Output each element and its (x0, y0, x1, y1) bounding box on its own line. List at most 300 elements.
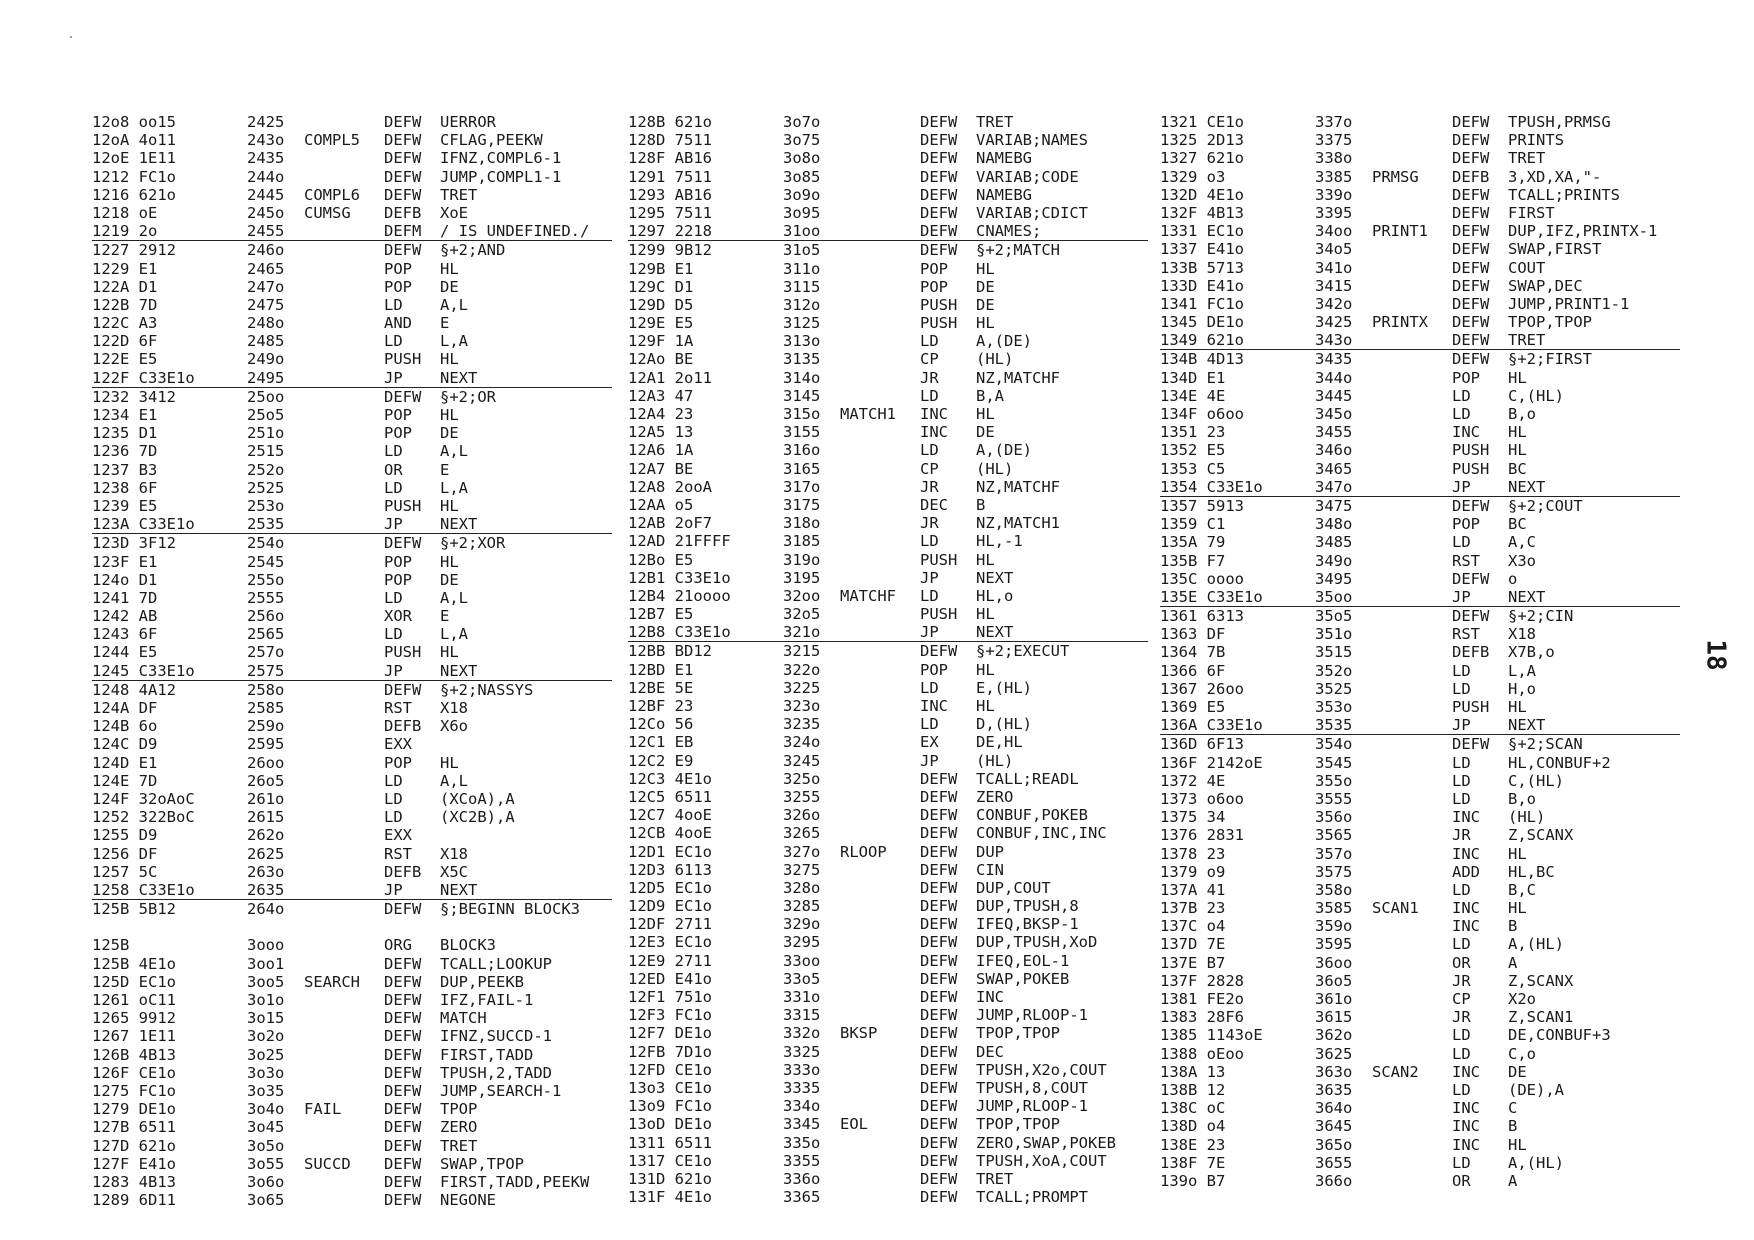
opcode: DEFW (1452, 331, 1490, 350)
opcode: ADD (1452, 862, 1480, 881)
operand: HL (976, 605, 995, 624)
operand: B,C (1508, 880, 1536, 899)
operand: VARIAB;CODE (976, 167, 1079, 186)
line-number: 2575 (247, 661, 285, 680)
line-number: 33oo (783, 951, 821, 970)
listing-row (628, 131, 1148, 149)
opcode: RST (384, 844, 412, 863)
listing-row (1160, 186, 1680, 204)
listing-row (1160, 881, 1680, 899)
address: 1351 23 (1160, 423, 1226, 442)
operand: Z,SCANX (1508, 826, 1574, 845)
address: 12A4 23 (628, 405, 694, 423)
line-number: 3415 (1315, 276, 1353, 295)
opcode: EXX (384, 735, 412, 754)
operand: §+2;NASSYS (440, 680, 534, 699)
listing-row (92, 186, 612, 204)
operand: JUMP,PRINT1-1 (1508, 294, 1630, 313)
line-number: 263o (247, 862, 285, 881)
listing-row (628, 478, 1148, 496)
address: 125B (92, 936, 130, 955)
opcode: LD (1452, 1153, 1471, 1172)
listing-row (1160, 277, 1680, 295)
line-number: 3325 (783, 1042, 821, 1061)
opcode: DEFW (920, 769, 958, 788)
listing-row (628, 733, 1148, 751)
address: 135E C33E1o (1160, 587, 1263, 606)
operand: DUP,COUT (976, 878, 1051, 897)
opcode: DEFW (920, 1042, 958, 1061)
address: 1375 34 (1160, 808, 1226, 827)
opcode: DEFW (384, 1100, 422, 1119)
address: 1218 oE (92, 203, 158, 222)
listing-row (92, 717, 612, 735)
opcode: DEFW (920, 878, 958, 897)
line-number: 2525 (247, 478, 285, 497)
address: 1361 6313 (1160, 607, 1244, 626)
listing-row (1160, 1099, 1680, 1117)
operand: NEXT (440, 368, 478, 387)
listing-row (92, 479, 612, 497)
operand: HL (440, 259, 459, 278)
listing-row (628, 460, 1148, 478)
operand: TRET (440, 185, 478, 204)
line-number: 3585 (1315, 899, 1353, 918)
address: 1261 oC11 (92, 991, 176, 1009)
line-number: 36o5 (1315, 971, 1353, 990)
operand: D,(HL) (976, 715, 1032, 734)
listing-row (92, 314, 612, 332)
operand: TPUSH,8,COUT (976, 1078, 1088, 1097)
opcode: DEFW (1452, 131, 1490, 150)
address: 12BD E1 (628, 660, 694, 679)
listing-row (92, 607, 612, 625)
listing-row (628, 1043, 1148, 1061)
address: 134D E1 (1160, 368, 1226, 387)
listing-row (628, 1152, 1148, 1170)
line-number: 317o (783, 477, 821, 496)
opcode: POP (384, 753, 412, 772)
listing-row (1160, 405, 1680, 423)
operand: IFZ,FAIL-1 (440, 991, 534, 1009)
address: 1299 9B12 (628, 241, 712, 260)
address: 1242 AB (92, 607, 158, 626)
operand: VARIAB;NAMES (976, 131, 1088, 150)
listing-row (628, 952, 1148, 970)
line-number: 3195 (783, 568, 821, 587)
line-number: 3475 (1315, 496, 1353, 515)
opcode: JP (1452, 477, 1471, 496)
operand: (HL) (976, 350, 1014, 369)
line-number: 3o75 (783, 131, 821, 150)
address: 1237 B3 (92, 460, 158, 479)
opcode: LD (1452, 1026, 1471, 1045)
line-number: 365o (1315, 1135, 1353, 1154)
opcode: LD (384, 771, 403, 790)
opcode: INC (920, 423, 948, 442)
line-number: 358o (1315, 880, 1353, 899)
operand: NAMEBG (976, 185, 1032, 204)
opcode: PUSH (384, 496, 422, 515)
opcode: DEFW (920, 113, 958, 131)
opcode: DEFW (384, 1136, 422, 1155)
address: 135B F7 (1160, 551, 1226, 570)
line-number: 353o (1315, 698, 1353, 716)
listing-row (92, 222, 612, 241)
address: 1317 CE1o (628, 1151, 712, 1170)
operand: DE,HL (976, 733, 1023, 752)
operand: TCALL;PRINTS (1508, 185, 1620, 204)
address: 12Co 56 (628, 715, 694, 734)
opcode: POP (384, 406, 412, 424)
address: 125D EC1o (92, 972, 176, 991)
opcode: DEFW (384, 185, 422, 204)
address: 124F 32oAoC (92, 789, 195, 808)
listing-row (1160, 313, 1680, 331)
opcode: LD (384, 808, 403, 827)
opcode: INC (920, 697, 948, 715)
opcode: DEFW (920, 1133, 958, 1152)
listing-row (1160, 899, 1680, 917)
line-number: 25o5 (247, 406, 285, 424)
opcode: RST (1452, 625, 1480, 644)
line-number: 249o (247, 350, 285, 369)
address: 1265 9912 (92, 1009, 176, 1028)
line-number: 253o (247, 496, 285, 515)
opcode: LD (384, 625, 403, 644)
operand: HL (1508, 844, 1527, 863)
line-number: 3365 (783, 1188, 821, 1207)
listing-row (628, 988, 1148, 1006)
operand: HL (1508, 441, 1527, 460)
address: 1345 DE1o (1160, 313, 1244, 332)
opcode: DEFW (384, 113, 422, 131)
operand: X7B,o (1508, 643, 1555, 662)
listing-row (1160, 1081, 1680, 1099)
listing-row (628, 752, 1148, 770)
line-number: 3o85 (783, 167, 821, 186)
listing-row (92, 699, 612, 717)
address: 1337 E41o (1160, 240, 1244, 259)
opcode: LD (384, 332, 403, 351)
listing-row (628, 679, 1148, 697)
listing-row (628, 1024, 1148, 1042)
listing-row (1160, 588, 1680, 607)
address: 12AB 2oF7 (628, 514, 712, 533)
line-number: 3575 (1315, 862, 1353, 881)
address: 12C2 E9 (628, 751, 694, 770)
scan-speck (70, 36, 72, 38)
address: 1353 C5 (1160, 459, 1226, 478)
operand: DE (976, 277, 995, 296)
opcode: LD (384, 442, 403, 461)
line-number: 256o (247, 607, 285, 626)
operand: ZERO (440, 1118, 478, 1137)
address: 137C o4 (1160, 917, 1226, 936)
opcode: DEFW (920, 203, 958, 222)
opcode: LD (920, 332, 939, 351)
operand: DUP,PEEKB (440, 972, 524, 991)
listing-row (628, 642, 1148, 660)
line-number: 2425 (247, 113, 285, 131)
label: PRINT1 (1372, 222, 1428, 241)
operand: TRET (1508, 331, 1546, 350)
address: 138F 7E (1160, 1153, 1226, 1172)
address: 134B 4D13 (1160, 350, 1244, 369)
line-number: 244o (247, 167, 285, 186)
operand: A,L (440, 771, 468, 790)
line-number: 3655 (1315, 1153, 1353, 1172)
listing-row (92, 350, 612, 368)
operand: C,(HL) (1508, 771, 1564, 790)
operand: HL,BC (1508, 862, 1555, 881)
listing-row (628, 514, 1148, 532)
address: 12A1 2o11 (628, 368, 712, 387)
operand: HL (1508, 423, 1527, 442)
address: 1354 C33E1o (1160, 477, 1263, 496)
line-number: 2495 (247, 368, 285, 387)
operand: NZ,MATCH1 (976, 514, 1060, 533)
opcode: POP (1452, 368, 1480, 387)
opcode: INC (1452, 423, 1480, 442)
listing-row (92, 643, 612, 661)
line-number: 2455 (247, 222, 285, 241)
opcode: DEFW (920, 824, 958, 843)
opcode: DEFW (384, 1191, 422, 1210)
address: 1331 EC1o (1160, 222, 1244, 241)
address: 128F AB16 (628, 149, 712, 168)
address: 12FB 7D1o (628, 1042, 712, 1061)
operand: NZ,MATCHF (976, 477, 1060, 496)
line-number: 246o (247, 241, 285, 260)
opcode: DEFW (920, 787, 958, 806)
opcode: JP (384, 515, 403, 534)
line-number: 2565 (247, 625, 285, 644)
operand: L,A (440, 625, 468, 644)
line-number: 3645 (1315, 1117, 1353, 1136)
opcode: LD (1452, 533, 1471, 552)
operand: X2o (1508, 990, 1536, 1008)
operand: HL (440, 406, 459, 424)
address: 129F 1A (628, 332, 694, 351)
listing-row (92, 881, 612, 900)
line-number: 243o (247, 131, 285, 150)
opcode: PUSH (1452, 698, 1490, 716)
operand: TRET (976, 113, 1014, 131)
line-number: 363o (1315, 1062, 1353, 1081)
listing-row (1160, 1045, 1680, 1063)
operand: XoE (440, 203, 468, 222)
listing-row (1160, 754, 1680, 772)
opcode: JP (384, 880, 403, 899)
line-number: 357o (1315, 844, 1353, 863)
operand: DUP,IFZ,PRINTX-1 (1508, 222, 1658, 241)
listing-row (628, 788, 1148, 806)
operand: NEXT (440, 880, 478, 899)
line-number: 329o (783, 915, 821, 934)
listing-row (628, 551, 1148, 569)
listing-row (92, 863, 612, 881)
line-number: 3o45 (247, 1118, 285, 1137)
listing-row (92, 1046, 612, 1064)
opcode: PUSH (920, 550, 958, 569)
address: 1219 2o (92, 222, 158, 241)
listing-row (628, 149, 1148, 167)
operand: ZERO,SWAP,POKEB (976, 1133, 1116, 1152)
address: 1258 C33E1o (92, 880, 195, 899)
listing-row (92, 1009, 612, 1027)
listing-row (628, 168, 1148, 186)
address: 12AA o5 (628, 495, 694, 514)
address: 131D 621o (628, 1169, 712, 1188)
line-number: 334o (783, 1097, 821, 1116)
opcode: INC (1452, 1117, 1480, 1136)
operand: TPUSH,XoA,COUT (976, 1151, 1107, 1170)
line-number: 3o15 (247, 1009, 285, 1028)
listing-row (1160, 478, 1680, 497)
operand: HL,-1 (976, 532, 1023, 551)
opcode: LD (920, 532, 939, 551)
address: 12E9 2711 (628, 951, 712, 970)
address: 12B7 E5 (628, 605, 694, 624)
opcode: DEFW (384, 1009, 422, 1028)
listing-row (92, 296, 612, 314)
operand: UERROR (440, 113, 496, 131)
line-number: 33o5 (783, 969, 821, 988)
address: 123F E1 (92, 552, 158, 571)
line-number: 343o (1315, 331, 1353, 350)
opcode: DEFW (1452, 294, 1490, 313)
opcode: LD (384, 789, 403, 808)
listing-row (628, 113, 1148, 131)
opcode: DEFW (1452, 607, 1490, 626)
address: 12D3 6113 (628, 860, 712, 879)
listing-row (92, 735, 612, 753)
operand: FIRST,TADD (440, 1045, 534, 1064)
address: 12A8 2ooA (628, 477, 712, 496)
label: MATCHF (840, 586, 896, 605)
opcode: JP (384, 368, 403, 387)
opcode: DEFW (1452, 203, 1490, 222)
address: 12F7 DE1o (628, 1024, 712, 1043)
opcode: EXX (384, 826, 412, 845)
opcode: INC (1452, 844, 1480, 863)
line-number: 3o6o (247, 1172, 285, 1191)
opcode: JR (920, 477, 939, 496)
listing-row (628, 1115, 1148, 1133)
operand: E (440, 314, 450, 333)
line-number: 323o (783, 697, 821, 715)
address: 122B 7D (92, 295, 158, 314)
operand: Z,SCAN1 (1508, 1008, 1574, 1027)
opcode: POP (384, 570, 412, 589)
operand: HL (1508, 899, 1527, 918)
opcode: DEFW (920, 1115, 958, 1134)
operand: §;BEGINN BLOCK3 (440, 900, 580, 919)
line-number: 3455 (1315, 423, 1353, 442)
operand: NEGONE (440, 1191, 496, 1210)
line-number: 26o5 (247, 771, 285, 790)
opcode: LD (1452, 789, 1471, 808)
label: COMPL5 (304, 131, 360, 150)
listing-row (92, 1137, 612, 1155)
opcode: DEFW (920, 131, 958, 150)
address: 1241 7D (92, 588, 158, 607)
address: 12BB BD12 (628, 642, 712, 661)
operand: FIRST (1508, 203, 1555, 222)
address: 1267 1E11 (92, 1027, 176, 1046)
line-number: 3275 (783, 860, 821, 879)
address: 122D 6F (92, 332, 158, 351)
opcode: PUSH (384, 350, 422, 369)
listing-row (92, 973, 612, 991)
opcode: PUSH (1452, 441, 1490, 460)
address: 122E E5 (92, 350, 158, 369)
line-number: 3295 (783, 933, 821, 952)
listing-row (628, 1188, 1148, 1206)
listing-row (1160, 369, 1680, 387)
operand: NEXT (976, 568, 1014, 587)
operand: TPOP,TPOP (1508, 313, 1592, 332)
address: 1216 621o (92, 185, 176, 204)
opcode: JP (920, 751, 939, 770)
listing-row (1160, 1008, 1680, 1026)
line-number: 326o (783, 806, 821, 825)
opcode: DEFW (1452, 149, 1490, 168)
listing-row (92, 681, 612, 699)
listing-row (1160, 1026, 1680, 1044)
listing-row (1160, 917, 1680, 935)
address: 1369 E5 (1160, 698, 1226, 716)
line-number: 2585 (247, 699, 285, 717)
operand: DEC (976, 1042, 1004, 1061)
operand: DE (440, 277, 459, 296)
line-number: 3485 (1315, 533, 1353, 552)
line-number: 3265 (783, 824, 821, 843)
operand: B (1508, 917, 1518, 936)
opcode: POP (1452, 515, 1480, 534)
operand: §+2;AND (440, 241, 506, 260)
operand: NAMEBG (976, 149, 1032, 168)
operand: A,L (440, 442, 468, 461)
opcode: LD (1452, 1080, 1471, 1099)
address: 1378 23 (1160, 844, 1226, 863)
listing-row (92, 1173, 612, 1191)
line-number: 3315 (783, 1006, 821, 1025)
operand: DUP,TPUSH,XoD (976, 933, 1098, 952)
line-number: 34oo (1315, 222, 1353, 241)
operand: INC (976, 988, 1004, 1006)
listing-row (1160, 935, 1680, 953)
listing-row (1160, 845, 1680, 863)
address: 12A3 47 (628, 386, 694, 405)
address: 138B 12 (1160, 1080, 1226, 1099)
operand: SWAP,TPOP (440, 1154, 524, 1173)
address: 139o B7 (1160, 1171, 1226, 1190)
listing-row (628, 441, 1148, 459)
opcode: DEFW (920, 167, 958, 186)
operand: TRET (440, 1136, 478, 1155)
line-number: 3615 (1315, 1008, 1353, 1027)
opcode: POP (384, 259, 412, 278)
listing-row (92, 955, 612, 973)
line-number: 254o (247, 534, 285, 553)
line-number: 264o (247, 900, 285, 919)
line-number: 3145 (783, 386, 821, 405)
listing-row (92, 406, 612, 424)
opcode: JP (920, 568, 939, 587)
listing-row (1160, 863, 1680, 881)
